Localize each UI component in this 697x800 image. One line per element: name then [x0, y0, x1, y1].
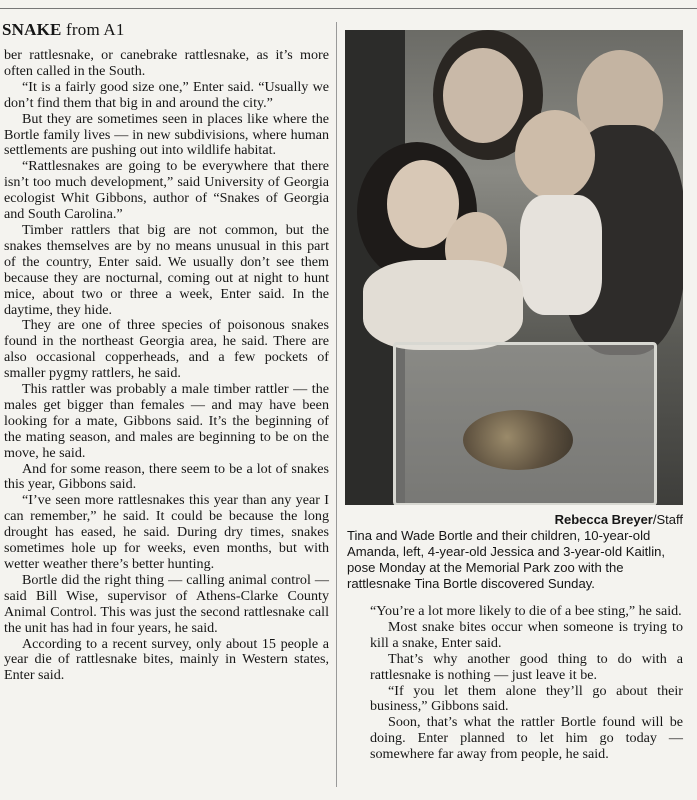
article-paragraph: “You’re a lot more likely to die of a bee sting,” he said.: [370, 603, 682, 619]
photo-caption: Tina and Wade Bortle and their children, 10-year-old Amanda, left, 4-year-old Jessica and 3-year-old Kaitlin, pose Monday at the Memorial Park zoo with the rattlesnake Tina Bortle discovered Sunday.: [347, 528, 666, 591]
top-rule: [0, 8, 697, 9]
photographer-name: Rebecca Breyer: [554, 512, 653, 527]
article-paragraph: “If you let them alone they’ll go about their business,” Gibbons said.: [370, 682, 683, 715]
photographer-role: /Staff: [652, 512, 683, 527]
article-paragraph: And for some reason, there seem to be a lot of snakes this year, Gibbons said.: [4, 460, 329, 493]
person-silhouette: [515, 110, 595, 200]
jump-headline-rest: from A1: [61, 20, 125, 39]
right-column: [370, 604, 683, 763]
article-paragraph: “It is a fairly good size one,” Enter said. “Usually we don’t find them that big in and around the city.”: [4, 78, 329, 111]
article-paragraph: But they are sometimes seen in places like where the Bortle family lives — in new subdivisions, where human settlements are pushing out into wildlife habitat.: [4, 110, 329, 159]
article-paragraph: ber rattlesnake, or canebrake rattlesnake, as it’s more often called in the South.: [4, 47, 329, 79]
article-paragraph: That’s why another good thing to do with a rattlesnake is nothing — just leave it be.: [370, 650, 683, 683]
person-silhouette: [363, 260, 523, 350]
article-paragraph: Most snake bites occur when someone is trying to kill a snake, Enter said.: [370, 618, 683, 651]
coiled-rattlesnake: [463, 410, 573, 470]
left-column: [4, 48, 329, 684]
article-paragraph: Soon, that’s what the rattler Bortle found will be doing. Enter planned to let him go today — somewhere far away from people, he said.: [370, 714, 683, 763]
article-paragraph: They are one of three species of poisonous snakes found in the northeast Georgia area, he said. There are also occasional copperheads, and a few pockets of smaller pygmy rattlers, he said.: [4, 317, 329, 382]
person-silhouette: [520, 195, 602, 315]
jump-headline: [2, 20, 125, 40]
article-paragraph: This rattler was probably a male timber rattler — the males get bigger than females — and may have been looking for a mate, Gibbons said. It’s the beginning of the mating season, and males are beginning to be on the move, he said.: [4, 381, 329, 461]
article-paragraph: Timber rattlers that big are not common, but the snakes themselves are by no means unusual in this part of the country, Enter said. We usually don’t see them because they are nocturnal, coming out at night to hunt mice, about two or three a week, Enter said. In the daytime, they hide.: [4, 221, 329, 318]
column-divider: [336, 22, 337, 787]
article-paragraph: According to a recent survey, only about 15 people a year die of rattlesnake bites, mainly in Western states, Enter said.: [4, 635, 329, 684]
article-paragraph: “I’ve seen more rattlesnakes this year than any year I can remember,” he said. It could be because the long drought has eased, he said. During dry times, snakes sometimes hole up for weeks, even months, but with wetter weather there’s better hunting.: [4, 492, 329, 572]
article-paragraph: Bortle did the right thing — calling animal control — said Bill Wise, supervisor of Athens-Clarke County Animal Control. This was just the second rattlesnake call the unit has had in four years, he said.: [4, 571, 329, 636]
jump-headline-keyword: SNAKE: [2, 20, 62, 39]
article-paragraph: “Rattlesnakes are going to be everywhere that there isn’t too much development,” said University of Georgia ecologist Whit Gibbons, author of “Snakes of Georgia and South Carolina.”: [4, 158, 329, 223]
person-silhouette: [443, 48, 523, 143]
photo-credit: [537, 512, 683, 528]
family-photo: [345, 30, 683, 505]
